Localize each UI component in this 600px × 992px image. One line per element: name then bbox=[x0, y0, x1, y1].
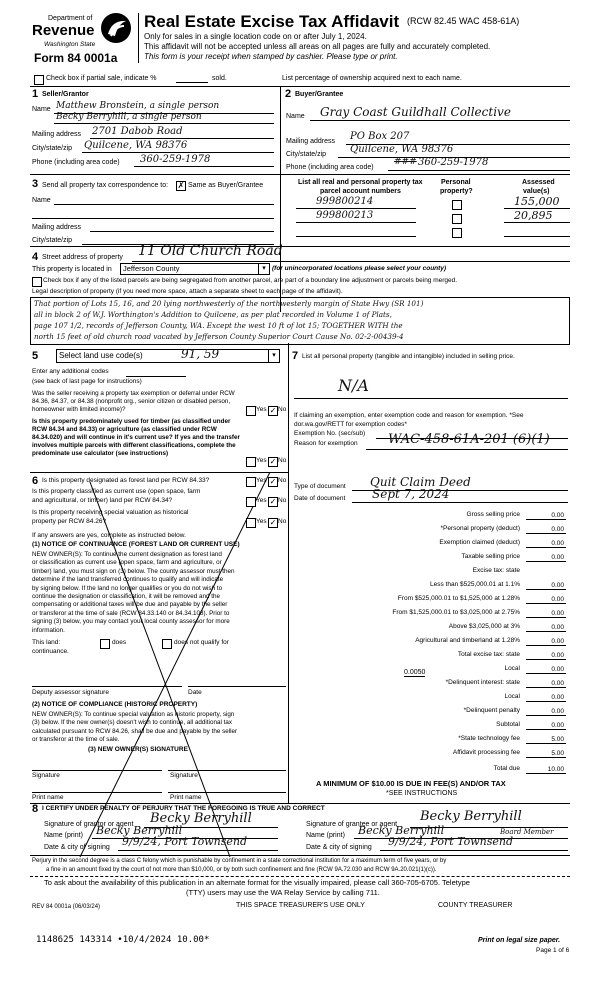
no-label: No bbox=[278, 497, 287, 504]
historical-no-checkbox[interactable]: ✓ bbox=[269, 518, 277, 527]
tax-row-label: From $1,525,000.01 to $3,025,000 at 2.75% bbox=[392, 609, 520, 616]
current-use-question-a: Is this property classified as current use (open space, farm bbox=[32, 488, 201, 495]
dropdown-arrow-icon: ▾ bbox=[268, 350, 279, 362]
grantee-signature[interactable]: Becky Berryhill bbox=[420, 809, 522, 824]
tax-row-label: Taxable selling price bbox=[461, 553, 520, 560]
buyer-mailing-label: Mailing address bbox=[286, 138, 336, 145]
land-use-select-label: Select land use code(s) bbox=[59, 351, 143, 360]
does-not-label: does not qualify for bbox=[174, 639, 229, 646]
seller-name2[interactable]: Becky Berryhill, a single person bbox=[56, 112, 202, 122]
current-use-no-checkbox[interactable]: ✓ bbox=[269, 497, 277, 506]
yes-label: Yes bbox=[256, 497, 267, 504]
no-label: No bbox=[278, 518, 287, 525]
yes-label: Yes bbox=[256, 406, 267, 413]
local-rate: 0.0050 bbox=[404, 669, 426, 676]
legal-line: That portion of Lots 15, 16, and 20 lying northwesterly of the northwesterly margin of State Hwy (SR 101) bbox=[34, 299, 424, 308]
section-5-number: 5 bbox=[32, 350, 39, 362]
buyer-phone-struck: ### bbox=[394, 157, 417, 167]
personal-property-label: List all personal property (tangible and intangible) included in selling price. bbox=[302, 353, 515, 360]
partial-sale-label: Check box if partial sale, indicate % bbox=[46, 75, 157, 82]
exemption-reason[interactable]: WAC-458-61A-201 (6)(1) bbox=[388, 432, 550, 447]
doc-type[interactable]: Quit Claim Deed bbox=[370, 475, 471, 489]
does-not-checkbox[interactable] bbox=[162, 639, 172, 649]
reason-label: Reason for exemption bbox=[294, 440, 358, 447]
seller-mailing-label: Mailing address bbox=[32, 131, 82, 138]
legal-line: page 107 1/2, records of Jefferson County, WA. Except the west 10 ft of lot 15; TOGETHER WITH the bbox=[34, 321, 403, 330]
no-label: No bbox=[278, 477, 287, 484]
tax-row-value[interactable]: 0.00 bbox=[551, 694, 564, 701]
personal-property-value[interactable]: N/A bbox=[338, 376, 369, 395]
doc-date-label: Date of document bbox=[294, 495, 346, 502]
new-owner-signature-label: Signature bbox=[32, 772, 60, 779]
does-label: does bbox=[112, 639, 127, 646]
buyer-city[interactable]: Quilcene, WA 98376 bbox=[350, 144, 454, 155]
forest-question: Is this property designated as forest land per RCW 84.33? bbox=[42, 477, 210, 484]
personal-header: Personal bbox=[441, 179, 471, 186]
parcels-header2: parcel account numbers bbox=[320, 188, 401, 195]
partial-sale-sold: sold. bbox=[212, 75, 227, 82]
tax-row-value[interactable]: 5.00 bbox=[551, 750, 564, 757]
exemption-no-label: Exemption No. (sec/sub) bbox=[294, 430, 366, 437]
notice2-title: (2) NOTICE OF COMPLIANCE (HISTORIC PROPERTY) bbox=[32, 701, 198, 708]
form-number: Form 84 0001a bbox=[34, 51, 118, 65]
grantee-name-label: Name (print) bbox=[306, 832, 345, 839]
if-yes-instruction: If any answers are yes, complete as instructed below. bbox=[32, 532, 186, 539]
header-line2: This affidavit will not be accepted unless all areas on all pages are fully and accurately completed. bbox=[144, 42, 491, 51]
grantee-date-label: Date & city of signing bbox=[306, 844, 372, 851]
q1-yes-checkbox[interactable] bbox=[246, 406, 256, 416]
forest-yes-checkbox[interactable] bbox=[246, 477, 256, 487]
see-back: (see back of last page for instructions) bbox=[32, 378, 142, 385]
forest-no-checkbox[interactable]: ✓ bbox=[269, 477, 277, 486]
corr-name-label: Name bbox=[32, 197, 51, 204]
seller-city[interactable]: Quilcene, WA 98376 bbox=[84, 140, 188, 151]
form-title: Real Estate Excise Tax Affidavit bbox=[144, 12, 400, 31]
header-line1: Only for sales in a single location code on or after July 1, 2024. bbox=[144, 32, 367, 41]
doc-date[interactable]: Sept 7, 2024 bbox=[372, 487, 450, 501]
correspondence-label: Send all property tax correspondence to: bbox=[42, 182, 169, 189]
grantor-sig-label: Signature of grantor or agent bbox=[44, 821, 134, 828]
historical-question-a: Is this property receiving special valuation as historical bbox=[32, 509, 189, 516]
dropdown-arrow-icon: ▾ bbox=[258, 264, 269, 274]
notice1-title: (1) NOTICE OF CONTINUANCE (FOREST LAND OR CURRENT USE) bbox=[32, 541, 240, 548]
tax-row-label: *State technology fee bbox=[458, 735, 520, 742]
tax-row-value[interactable]: 0.00 bbox=[551, 554, 564, 561]
legal-line: north 15 feet of old church road vacated by Jefferson County Superior Court Cause No. 02-2-00439-4 bbox=[34, 332, 404, 341]
tax-row-label: Gross selling price bbox=[466, 511, 520, 518]
segregated-label: Check box if any of the listed parcels are being segregated from another parcel, are part of a boundary line adjustment or parcels being merged. bbox=[43, 277, 458, 284]
dept-line2: Revenue bbox=[32, 22, 95, 39]
tax-row-label: From $525,000.01 to $1,525,000 at 1.28% bbox=[397, 595, 520, 602]
print-name-label: Print name bbox=[32, 794, 64, 801]
section-2-number: 2 bbox=[285, 88, 292, 100]
tax-row-value[interactable]: 0.00 bbox=[551, 526, 564, 533]
grantee-date[interactable]: 9/9/24, Port Townsend bbox=[388, 835, 514, 848]
tax-row-label: *Delinquent interest: state bbox=[445, 679, 520, 686]
buyer-city-label: City/state/zip bbox=[286, 151, 327, 158]
buyer-phone[interactable]: 360-259-1978 bbox=[418, 157, 489, 168]
no-label: No bbox=[278, 457, 287, 464]
seller-heading: Seller/Grantor bbox=[42, 91, 89, 98]
land-use-select[interactable] bbox=[56, 349, 280, 363]
same-as-buyer-label: Same as Buyer/Grantee bbox=[188, 182, 264, 189]
historical-question-b: property per RCW 84.26? bbox=[32, 518, 107, 525]
tax-row-label: Less than $525,000.01 at 1.1% bbox=[430, 581, 520, 588]
tax-row-label: Total due bbox=[493, 765, 520, 772]
tax-row-label: Local bbox=[504, 665, 520, 672]
county-treasurer: COUNTY TREASURER bbox=[438, 902, 513, 909]
section-3-number: 3 bbox=[32, 178, 39, 190]
legal-description-box[interactable] bbox=[30, 297, 570, 345]
timber-question: Is this property predominately used for timber (as classified under RCW 84.34 and 84.33) or agriculture (as classified under RCW 84.34.020) and will continue in it's current use? If yes and the transfer involves multiple parcels with different classifications, complete the predominate use calculator (see instructions) bbox=[32, 418, 240, 457]
seller-name1[interactable]: Matthew Bronstein, a single person bbox=[56, 101, 220, 111]
personal-header2: property? bbox=[440, 188, 473, 195]
q1-no-checkbox[interactable]: ✓ bbox=[269, 406, 277, 415]
yes-label: Yes bbox=[256, 477, 267, 484]
exemption-question: Was the seller receiving a property tax exemption or deferral under RCW 84.36, 84.37, or 84.38 (nonprofit org., senior citizen or disabled person, homeowner with limited income)? bbox=[32, 390, 235, 413]
doc-type-label: Type of document bbox=[294, 483, 346, 490]
tax-row-value[interactable]: 0.00 bbox=[551, 624, 564, 631]
new-owner-signature-label-2: Signature bbox=[170, 772, 198, 779]
revenue-logo-icon bbox=[100, 12, 132, 44]
county-select[interactable] bbox=[120, 263, 270, 275]
tax-row-value[interactable]: 0.00 bbox=[551, 512, 564, 519]
seller-phone-label: Phone (including area code) bbox=[32, 159, 120, 166]
notice3-title: (3) NEW OWNER(S) SIGNATURE bbox=[88, 746, 188, 753]
q2-yes-checkbox[interactable] bbox=[246, 457, 256, 467]
cashier-stamp: 1148625 143314 •10/4/2024 10.00* bbox=[36, 935, 210, 945]
yes-label: Yes bbox=[256, 457, 267, 464]
parcels-header1: List all real and personal property tax bbox=[298, 179, 423, 186]
tax-row-value[interactable]: 0.00 bbox=[551, 652, 564, 659]
personal-property-checkbox[interactable] bbox=[452, 200, 462, 210]
grantor-signature[interactable]: Becky Berryhill bbox=[150, 811, 252, 826]
ownership-note: List percentage of ownership acquired next to each name. bbox=[282, 75, 462, 82]
print-name-label-2: Print name bbox=[170, 794, 202, 801]
section-6-number: 6 bbox=[32, 475, 39, 487]
certify-statement: I CERTIFY UNDER PENALTY OF PERJURY THAT THE FOREGOING IS TRUE AND CORRECT bbox=[42, 805, 325, 812]
q2-no-checkbox[interactable]: ✓ bbox=[269, 457, 277, 466]
current-use-yes-checkbox[interactable] bbox=[246, 497, 256, 507]
tax-row-label: *Personal property (deduct) bbox=[440, 525, 520, 532]
tax-row-label: Above $3,025,000 at 3% bbox=[448, 623, 520, 630]
corr-city-label: City/state/zip bbox=[32, 237, 73, 244]
tax-row-value[interactable]: 0.00 bbox=[551, 680, 564, 687]
exemption-note: If claiming an exemption, enter exemption code and reason for exemption. *See dor.wa.gov/RETT for exemption codes* bbox=[294, 412, 524, 428]
legal-label: Legal description of property (if you need more space, attach a separate sheet to each page of the affidavit). bbox=[32, 288, 343, 295]
revision: REV 84 0001a (06/03/24) bbox=[32, 904, 101, 910]
tax-row-value[interactable]: 0.00 bbox=[551, 582, 564, 589]
parcel-number[interactable]: 999800214 bbox=[316, 196, 374, 207]
tax-row-label: Total excise tax: state bbox=[457, 651, 520, 658]
tax-row-label: Affidavit processing fee bbox=[452, 749, 520, 756]
partial-sale-checkbox[interactable] bbox=[34, 75, 44, 85]
grantor-name[interactable]: Becky Berryhill bbox=[96, 824, 183, 837]
alt-format-line1: To ask about the availability of this publication in an alternate format for the visually impaired, please call 360-705-6705. Teletype bbox=[44, 878, 470, 887]
deputy-date-label: Date bbox=[188, 689, 202, 696]
tax-row-value[interactable]: 5.00 bbox=[551, 736, 564, 743]
minimum-due: A MINIMUM OF $10.00 IS DUE IN FEE(S) AND/OR TAX bbox=[316, 779, 506, 788]
street-address[interactable]: 11 Old Church Road bbox=[138, 243, 283, 259]
grantee-name[interactable]: Becky Berryhill bbox=[358, 824, 445, 837]
tax-row-value[interactable]: 10.00 bbox=[547, 766, 564, 773]
same-as-buyer-checkbox[interactable]: ✗ bbox=[177, 181, 185, 190]
personal-property-checkbox[interactable] bbox=[452, 228, 462, 238]
tax-row-value[interactable]: 0.00 bbox=[551, 540, 564, 547]
perjury-line1: Perjury in the second degree is a class C felony which is punishable by confinement in a state correctional institution for a maximum term of five years, or by bbox=[32, 858, 447, 864]
page-number: Page 1 of 6 bbox=[536, 947, 570, 954]
tax-row-label: Agricultural and timberland at 1.28% bbox=[415, 637, 520, 644]
dept-line3: Washington State bbox=[44, 41, 96, 48]
corr-mailing-label: Mailing address bbox=[32, 224, 82, 231]
assessed-value[interactable]: 155,000 bbox=[514, 195, 560, 208]
buyer-heading: Buyer/Grantee bbox=[295, 91, 344, 98]
deputy-signature-label: Deputy assessor signature bbox=[32, 689, 109, 696]
street-label: Street address of property bbox=[42, 254, 123, 261]
buyer-phone-label: Phone (including area code) bbox=[286, 164, 374, 171]
grantee-sig-label: Signature of grantee or agent bbox=[306, 821, 398, 828]
alt-format-line2: (TTY) users may use the WA Relay Service by calling 711. bbox=[186, 888, 380, 897]
parcel-number[interactable]: 999800213 bbox=[316, 210, 374, 221]
seller-city-label: City/state/zip bbox=[32, 145, 73, 152]
legal-size-note: Print on legal size paper. bbox=[478, 937, 561, 944]
header-divider bbox=[138, 13, 139, 63]
historical-yes-checkbox[interactable] bbox=[246, 518, 256, 528]
section-4-number: 4 bbox=[32, 251, 39, 263]
personal-property-checkbox[interactable] bbox=[452, 214, 462, 224]
notice1-body: NEW OWNER(S): To continue the current designation as forest land or classification as current use (open space, farm and agriculture, or timber) land, you must sign on (3) below. The county assessor must then determine if the land transferred continues to qualify and will indicate by signing below. If the land no longer qualifies or you do not wish to continue the designation or classification, it will be removed and the compensating or additional taxes will be due and payable by the seller or transferor at the time of sale (RCW 84.33.140 or 84.34.108). Prior to signing (3) below, you may contact your local county assessor for more information. bbox=[32, 551, 235, 634]
tax-row-value[interactable]: 0.00 bbox=[551, 638, 564, 645]
grantor-date[interactable]: 9/9/24, Port Townsend bbox=[122, 835, 248, 848]
seller-phone[interactable]: 360-259-1978 bbox=[140, 154, 211, 165]
located-label: This property is located in bbox=[32, 266, 112, 273]
tax-row-value[interactable]: 0.00 bbox=[551, 610, 564, 617]
no-label: No bbox=[278, 406, 287, 413]
header-line3: This form is your receipt when stamped by cashier. Please type or print. bbox=[144, 52, 398, 61]
county-value: Jefferson County bbox=[123, 264, 180, 273]
assessed-header: Assessed bbox=[522, 179, 555, 186]
notice2-body: NEW OWNER(S): To continue special valuation as historic property, sign (3) below. If the new owner(s) doesn't wish to continue, all additional tax calculated pursuant to RCW 84.26, shall be due and payable by the seller or transferor at the time of sale. bbox=[32, 711, 238, 744]
tax-row-label: *Delinquent penalty bbox=[463, 707, 520, 714]
treasurer-space: THIS SPACE TREASURER'S USE ONLY bbox=[236, 902, 365, 909]
tax-row-value[interactable]: 0.00 bbox=[551, 708, 564, 715]
dept-line1: Department of bbox=[48, 15, 93, 22]
section-7-number: 7 bbox=[292, 350, 299, 362]
form-rcw: (RCW 82.45 WAC 458-61A) bbox=[407, 16, 520, 26]
tax-row-value[interactable]: 0.00 bbox=[551, 722, 564, 729]
tax-row-label: Exemption claimed (deduct) bbox=[439, 539, 520, 546]
buyer-name[interactable]: Gray Coast Guildhall Collective bbox=[320, 105, 511, 119]
tax-row-value[interactable]: 0.00 bbox=[551, 596, 564, 603]
continuance-label: continuance. bbox=[32, 648, 69, 655]
current-use-question-b: and agricultural, or timber) land per RCW 84.34? bbox=[32, 497, 173, 504]
yes-label: Yes bbox=[256, 518, 267, 525]
legal-line: all in block 2 of W.J. Worthington's Addition to Quilcene, as per plat recorded in Volume 1 of Plats, bbox=[34, 310, 392, 319]
grantee-name-suffix: Board Member bbox=[500, 828, 554, 836]
this-land-label: This land: bbox=[32, 639, 61, 646]
tax-row-label: Subtotal bbox=[496, 721, 520, 728]
tax-row-label: Excise tax: state bbox=[472, 567, 520, 574]
segregated-checkbox[interactable] bbox=[32, 277, 42, 287]
does-checkbox[interactable] bbox=[100, 639, 110, 649]
additional-codes-label: Enter any additional codes bbox=[32, 368, 109, 375]
land-use-codes: 91, 59 bbox=[181, 347, 220, 361]
perjury-line2: a fine in an amount fixed by the court of not more than $10,000, or by both such confinement and fine (RCW 9A.72.030 and RCW 9A.20.021(1)(c)). bbox=[46, 867, 437, 873]
section-8-number: 8 bbox=[32, 803, 39, 815]
section-1-number: 1 bbox=[32, 88, 39, 100]
see-instructions: *SEE INSTRUCTIONS bbox=[386, 790, 458, 797]
buyer-mailing[interactable]: PO Box 207 bbox=[350, 131, 410, 142]
assessed-value[interactable]: 20,895 bbox=[514, 209, 553, 222]
seller-mailing[interactable]: 2701 Dabob Road bbox=[92, 126, 183, 137]
grantor-name-label: Name (print) bbox=[44, 832, 83, 839]
assessed-header2: value(s) bbox=[523, 188, 550, 195]
grantor-date-label: Date & city of signing bbox=[44, 844, 110, 851]
buyer-name-label: Name bbox=[286, 113, 305, 120]
seller-name-label: Name bbox=[32, 106, 51, 113]
tax-row-value[interactable]: 0.00 bbox=[551, 666, 564, 673]
county-note: (for unincorporated locations please select your county) bbox=[272, 265, 447, 272]
tax-row-label: Local bbox=[504, 693, 520, 700]
